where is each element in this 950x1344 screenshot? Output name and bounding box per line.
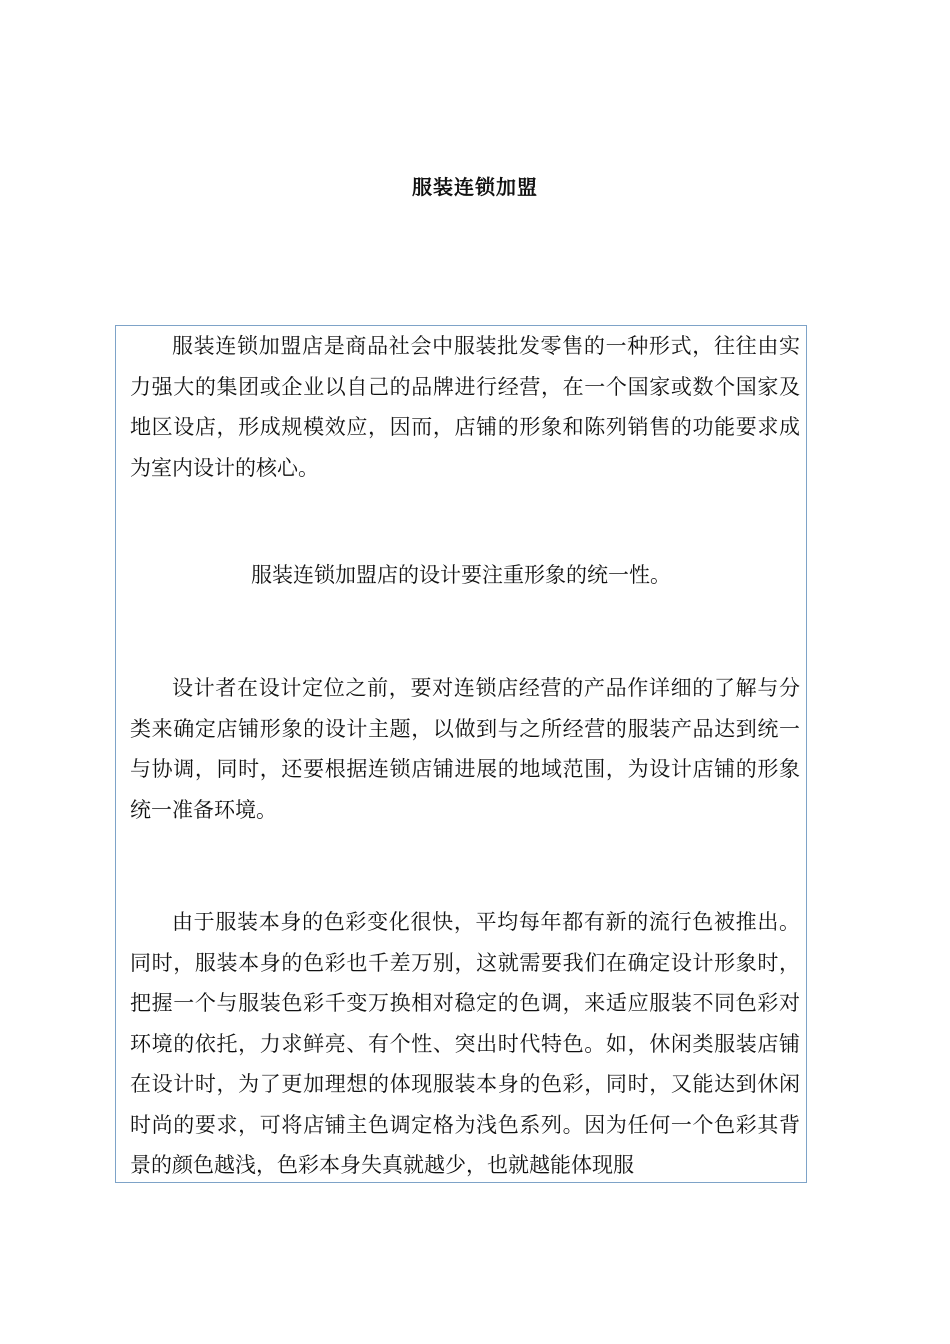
content-frame: [115, 325, 807, 1183]
section-heading: 服装连锁加盟店的设计要注重形象的统一性。: [251, 563, 671, 587]
paragraph-design-positioning: 设计者在设计定位之前，要对连锁店经营的产品作详细的了解与分类来确定店铺形象的设计主题，以做到与之所经营的服装产品达到统一与协调，同时，还要根据连锁店铺进展的地域范围，为设计店铺的形象统一准备环境。: [130, 676, 800, 822]
paragraph-intro: 服装连锁加盟店是商品社会中服装批发零售的一种形式，往往由实力强大的集团或企业以自己的品牌进行经营，在一个国家或数个国家及地区设店，形成规模效应，因而，店铺的形象和陈列销售的功能要求成为室内设计的核心。: [130, 334, 800, 480]
page-title: 服装连锁加盟: [412, 175, 538, 199]
paragraph-color: 由于服装本身的色彩变化很快，平均每年都有新的流行色被推出。同时，服装本身的色彩也千差万别，这就需要我们在确定设计形象时，把握一个与服装色彩千变万换相对稳定的色调，来适应服装不同色彩对环境的依托，力求鲜亮、有个性、突出时代特色。如，休闲类服装店铺在设计时，为了更加理想的体现服装本身的色彩，同时，又能达到休闲时尚的要求，可将店铺主色调定格为浅色系列。因为任何一个色彩其背景的颜色越浅，色彩本身失真就越少，也就越能体现服: [130, 910, 800, 1177]
